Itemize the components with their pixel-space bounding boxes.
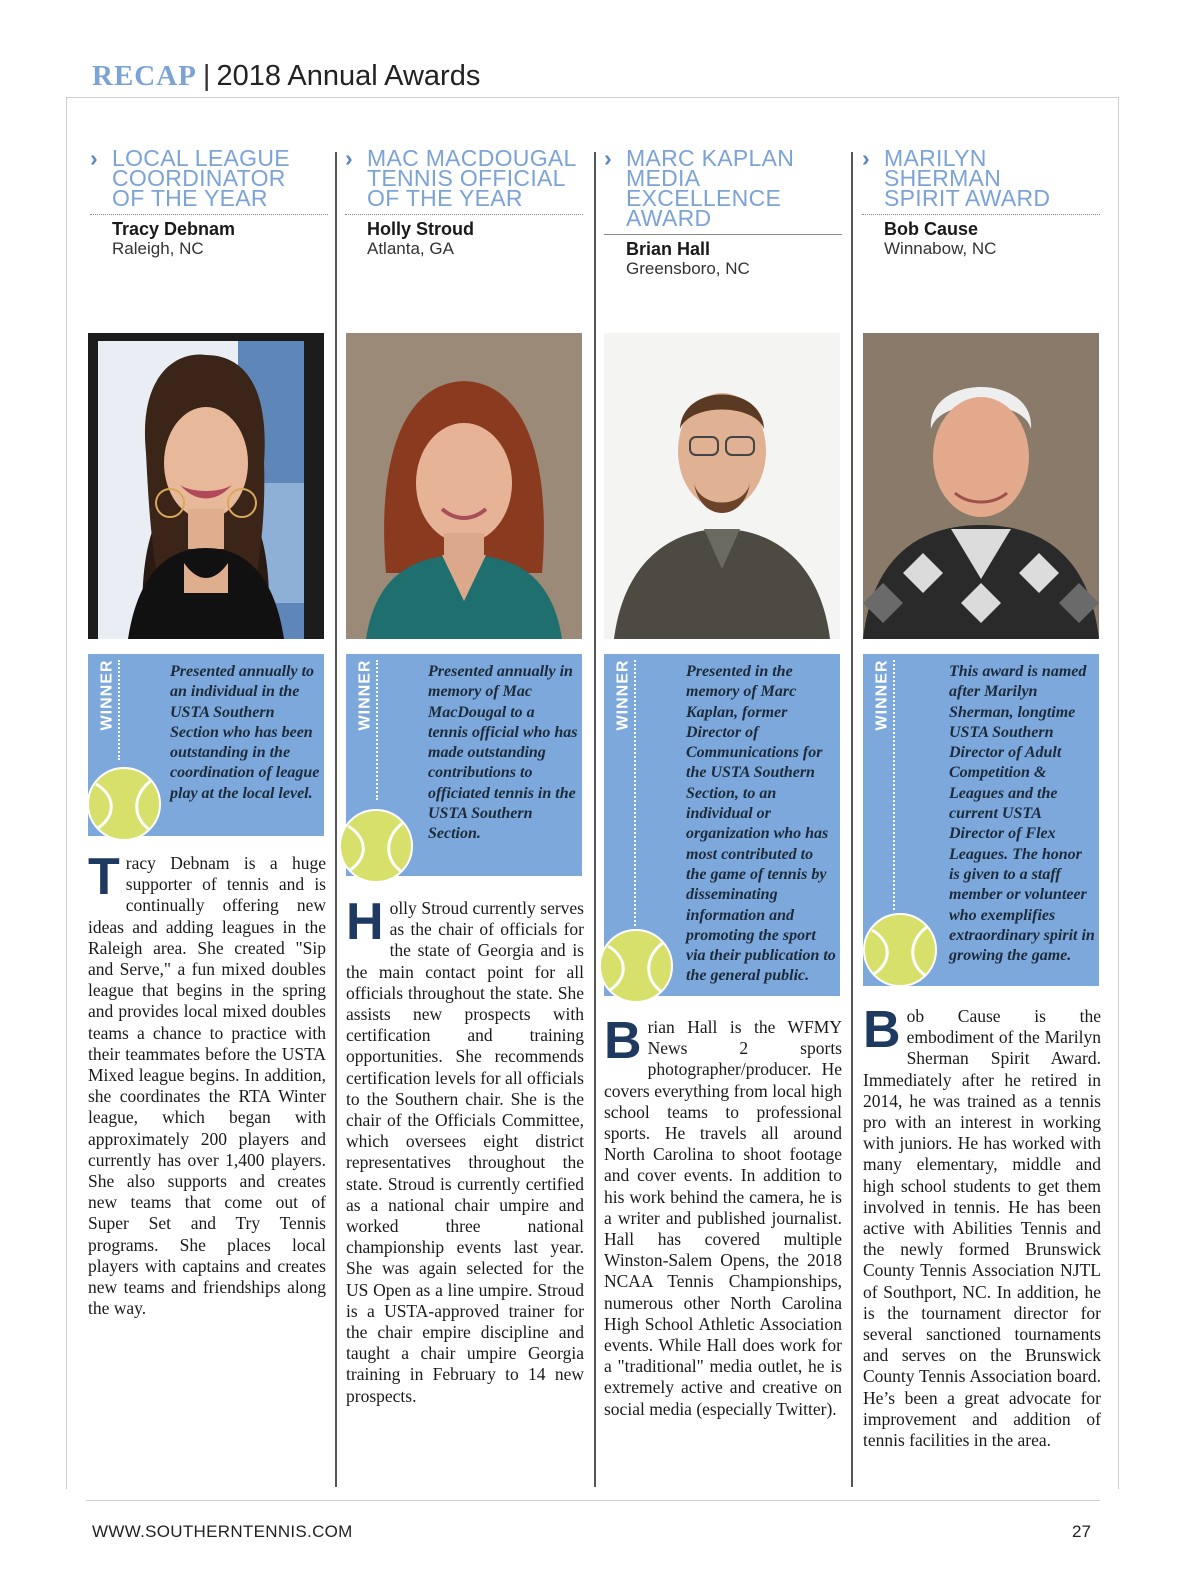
tennis-ball-icon <box>862 912 938 988</box>
rule <box>604 234 842 235</box>
column-divider <box>335 152 337 1487</box>
article-text: rian Hall is the WFMY News 2 sports photographer/producer. He covers everything from local high school teams to professional sports. He travels all around North Carolina to shoot footage and cover events. In addition to his work behind the camera, he is a writer and published journalist. Hall has covered multiple Winston-Salem Opens, the 2018 NCAA Tennis Championships, numerous other North Carolina High School Athletic Association events. While Hall does work for a "traditional" media outlet, he is extremely active and creative on social media (especially Twitter). <box>604 1017 842 1419</box>
winner-badge-text: WINNER <box>356 659 374 731</box>
drop-cap: B <box>863 1001 901 1059</box>
award-title <box>90 145 328 211</box>
winner-badge <box>610 659 632 732</box>
drop-cap: H <box>346 893 384 951</box>
column-divider <box>851 152 853 1487</box>
award-title-line: MEDIA <box>626 165 701 191</box>
winner-photo-holly <box>346 333 582 639</box>
winner-name: Holly Stroud <box>367 219 474 239</box>
winner-name: Brian Hall <box>626 239 711 259</box>
award-header-media <box>604 145 842 279</box>
page-title: 2018 Annual Awards <box>216 60 481 92</box>
winner-photo-bob <box>863 333 1099 639</box>
award-article <box>88 848 326 1319</box>
award-header-spirit <box>862 145 1100 259</box>
frame-left-rule <box>66 97 67 1489</box>
award-title <box>345 145 583 211</box>
award-title <box>862 145 1100 211</box>
frame-top-rule <box>66 97 1118 98</box>
tennis-ball-icon <box>338 808 414 884</box>
award-title-line: MARC KAPLAN <box>626 145 795 171</box>
winner-location: Greensboro, NC <box>626 259 750 278</box>
footer-url: WWW.SOUTHERNTENNIS.COM <box>92 1522 353 1541</box>
chevron-right-icon: › <box>90 145 98 171</box>
award-title-line: OF THE YEAR <box>367 185 523 211</box>
award-title-line: MARILYN <box>884 145 987 171</box>
winner-location: Raleigh, NC <box>112 239 204 258</box>
award-description: This award is named after Marilyn Sherman, longtime USTA Southern Director of Adult Competition & Leagues and the current USTA Director of Flex Leagues. The honor is given to a staff member or volunteer who exemplifies extraordinary spirit in growing the game. <box>949 663 1095 965</box>
tennis-ball-icon <box>598 928 674 1004</box>
award-description: Presented in the memory of Marc Kaplan, former Director of Communications for the USTA Southern Section, to an individual or organization who has most contributed to the game of tennis by disseminating information and promoting the sport via their publication to the general public. <box>686 663 836 985</box>
column-divider <box>594 152 596 1487</box>
award-article <box>863 1001 1101 1451</box>
header-separator: | <box>202 60 211 92</box>
page-number: 27 <box>1072 1522 1091 1541</box>
winner-badge-text: WINNER <box>614 659 632 731</box>
chevron-right-icon: › <box>604 145 612 171</box>
article-text: racy Debnam is a huge supporter of tennis and is continually offering new ideas and adding leagues in the Raleigh area. She created "Sip and Serve," a fun mixed doubles league that begins in the spring and provides local mixed doubles teams a chance to practice with their teammates before the USTA Mixed league begins. In addition, she coordinates the RTA Winter league, which began with approximately 200 players and currently has over 1,400 players. She also supports and creates new teams that come out of Super Set and Try Tennis programs. She places local players with captains and creates new teams and friendships along the way. <box>88 853 326 1319</box>
frame-right-rule <box>1118 97 1119 1489</box>
award-title-line: COORDINATOR <box>112 165 286 191</box>
winner-badge <box>94 659 116 732</box>
award-title-line: SHERMAN <box>884 165 1002 191</box>
award-title-line: SPIRIT AWARD <box>884 185 1051 211</box>
winner-location: Winnabow, NC <box>884 239 997 258</box>
winner-photo-brian <box>604 333 840 639</box>
award-description: Presented annually in memory of Mac MacDougal to a tennis official who has made outstanding contributions to officiated tennis in the USTA Southern Section. <box>428 663 578 843</box>
winner-photo-tracy <box>88 333 324 639</box>
dotted-rule <box>893 660 895 910</box>
chevron-right-icon: › <box>345 145 353 171</box>
award-title-line: AWARD <box>626 205 712 231</box>
award-header-local-league <box>90 145 328 259</box>
award-article <box>604 1012 842 1420</box>
winner-name: Bob Cause <box>884 219 979 239</box>
award-article <box>346 893 584 1407</box>
award-title <box>604 145 842 231</box>
dotted-rule <box>345 214 583 215</box>
chevron-right-icon: › <box>862 145 870 171</box>
article-text: ob Cause is the embodiment of the Marilyn Sherman Spirit Award. Immediately after he retired in 2014, he was trained as a tennis pro with an interest in working with juniors. He has worked with many elementary, middle and high school students to get them involved in tennis. He has been active with Abilities Tennis and the newly formed Brunswick County Tennis Association NJTL of Southport, NC. In addition, he is the tournament director for several sanctioned tournaments and serves on the Brunswick County Tennis Association board. He’s been a great advocate for improvement and addition of tennis facilities in the area. <box>863 1006 1101 1451</box>
award-title-line: TENNIS OFFICIAL <box>367 165 566 191</box>
award-header-official <box>345 145 583 259</box>
dotted-rule <box>376 660 378 800</box>
winner-badge-text: WINNER <box>873 659 891 731</box>
section-label: RECAP <box>92 60 197 92</box>
award-title-line: MAC MACDOUGAL <box>367 145 577 171</box>
tennis-ball-icon <box>86 766 162 842</box>
article-text: olly Stroud currently serves as the chair of officials for the state of Georgia and is the main contact point for all officials throughout the state. She assists new prospects with certification and training opportunities. She recommends certification levels for all officials to the Southern chair. She is the chair of the Officials Committee, which oversees eight district representatives throughout the state. Stroud is currently certified as a national chair umpire and worked three national championship events last year. She was again selected for the US Open as a line umpire. Stroud is a USTA-approved trainer for the chair empire discipline and taught a chair umpire Georgia training in February to 14 new prospects. <box>346 898 584 1406</box>
page-header <box>92 58 480 94</box>
winner-badge <box>352 659 374 732</box>
award-title-line: EXCELLENCE <box>626 185 782 211</box>
winner-badge <box>869 659 891 732</box>
footer-rule <box>86 1500 1100 1501</box>
winner-location: Atlanta, GA <box>367 239 454 258</box>
winner-name: Tracy Debnam <box>112 219 236 239</box>
dotted-rule <box>90 214 328 215</box>
dotted-rule <box>118 660 120 760</box>
award-description: Presented annually to an individual in the USTA Southern Section who has been outstanding in the coordination of league play at the local level. <box>170 663 320 802</box>
drop-cap: T <box>88 848 120 906</box>
dotted-rule <box>862 214 1100 215</box>
dotted-rule <box>634 660 636 926</box>
winner-badge-text: WINNER <box>98 659 116 731</box>
drop-cap: B <box>604 1012 642 1070</box>
award-title-line: LOCAL LEAGUE <box>112 145 290 171</box>
award-title-line: OF THE YEAR <box>112 185 268 211</box>
